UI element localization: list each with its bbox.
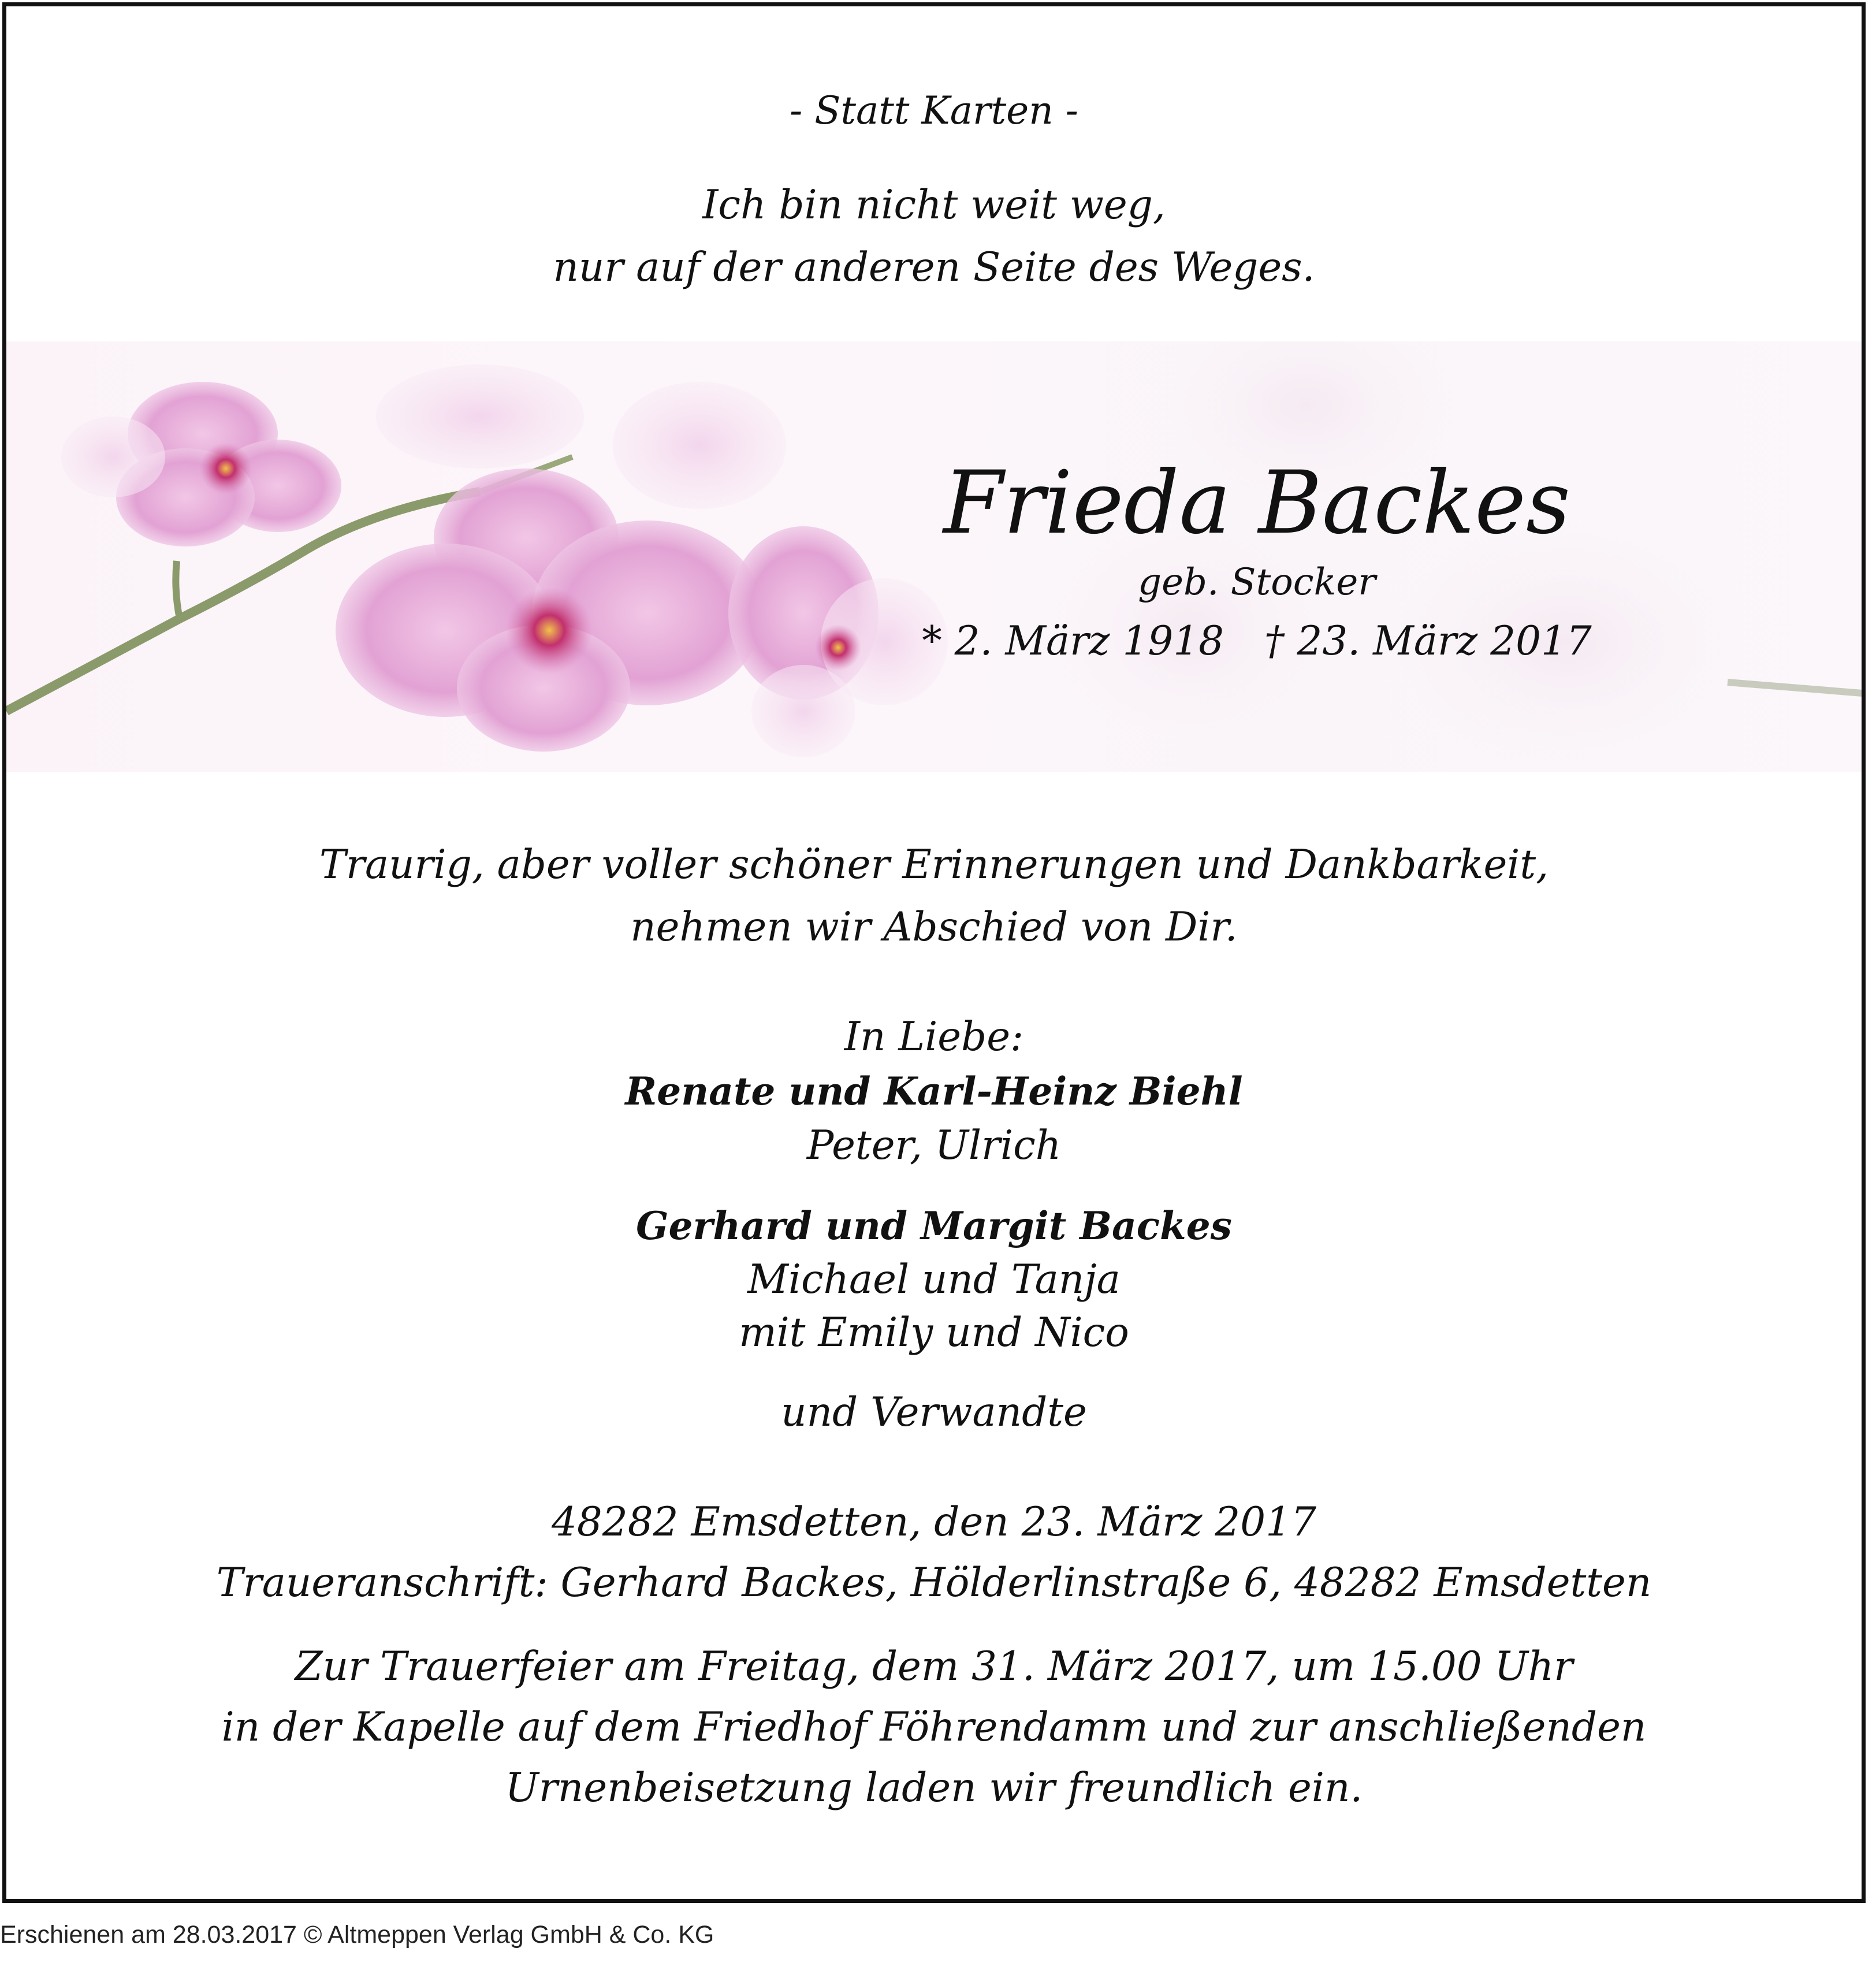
ceremony-line-2: in der Kapelle auf dem Friedhof Föhrendamm und zur anschließenden	[221, 1704, 1647, 1750]
ceremony-line-1: Zur Trauerfeier am Freitag, dem 31. März 2017, um 15.00 Uhr	[295, 1644, 1573, 1690]
family-2-children-2: mit Emily und Nico	[739, 1310, 1129, 1356]
relatives: und Verwandte	[781, 1389, 1087, 1436]
orchid-banner	[6, 341, 1866, 772]
farewell-line-2: nehmen wir Abschied von Dir.	[630, 904, 1238, 950]
family-1-name: Renate und Karl-Heinz Biehl	[625, 1069, 1243, 1114]
farewell-line-1: Traurig, aber voller schöner Erinnerungen und Dankbarkeit,	[319, 842, 1549, 888]
orchid-image	[6, 341, 1866, 772]
orchid-flower-1	[61, 382, 341, 546]
mourning-address: Traueranschrift: Gerhard Backes, Hölderlinstraße 6, 48282 Emsdetten	[216, 1560, 1652, 1606]
quote-line-1: Ich bin nicht weit weg,	[702, 182, 1166, 228]
in-love-label: In Liebe:	[844, 1014, 1024, 1060]
maiden-name: geb. Stocker	[1138, 561, 1376, 604]
quote-line-2: nur auf der anderen Seite des Weges.	[553, 244, 1315, 291]
place-date: 48282 Emsdetten, den 23. März 2017	[552, 1499, 1316, 1545]
deceased-name: Frieda Backes	[943, 453, 1570, 553]
header-text: - Statt Karten -	[790, 88, 1078, 133]
family-2-children-1: Michael und Tanja	[747, 1256, 1121, 1303]
birth-date: * 2. März 1918	[922, 618, 1224, 664]
ceremony-line-3: Urnenbeisetzung laden wir freundlich ein.	[505, 1765, 1363, 1811]
family-2-name: Gerhard und Margit Backes	[636, 1203, 1232, 1248]
life-dates	[907, 618, 1606, 664]
death-date: † 23. März 2017	[1264, 618, 1592, 664]
publication-footer: Erschienen am 28.03.2017 © Altmeppen Verlag GmbH & Co. KG	[0, 1921, 714, 1949]
family-1-children: Peter, Ulrich	[806, 1122, 1062, 1169]
obituary-notice	[2, 2, 1866, 1903]
